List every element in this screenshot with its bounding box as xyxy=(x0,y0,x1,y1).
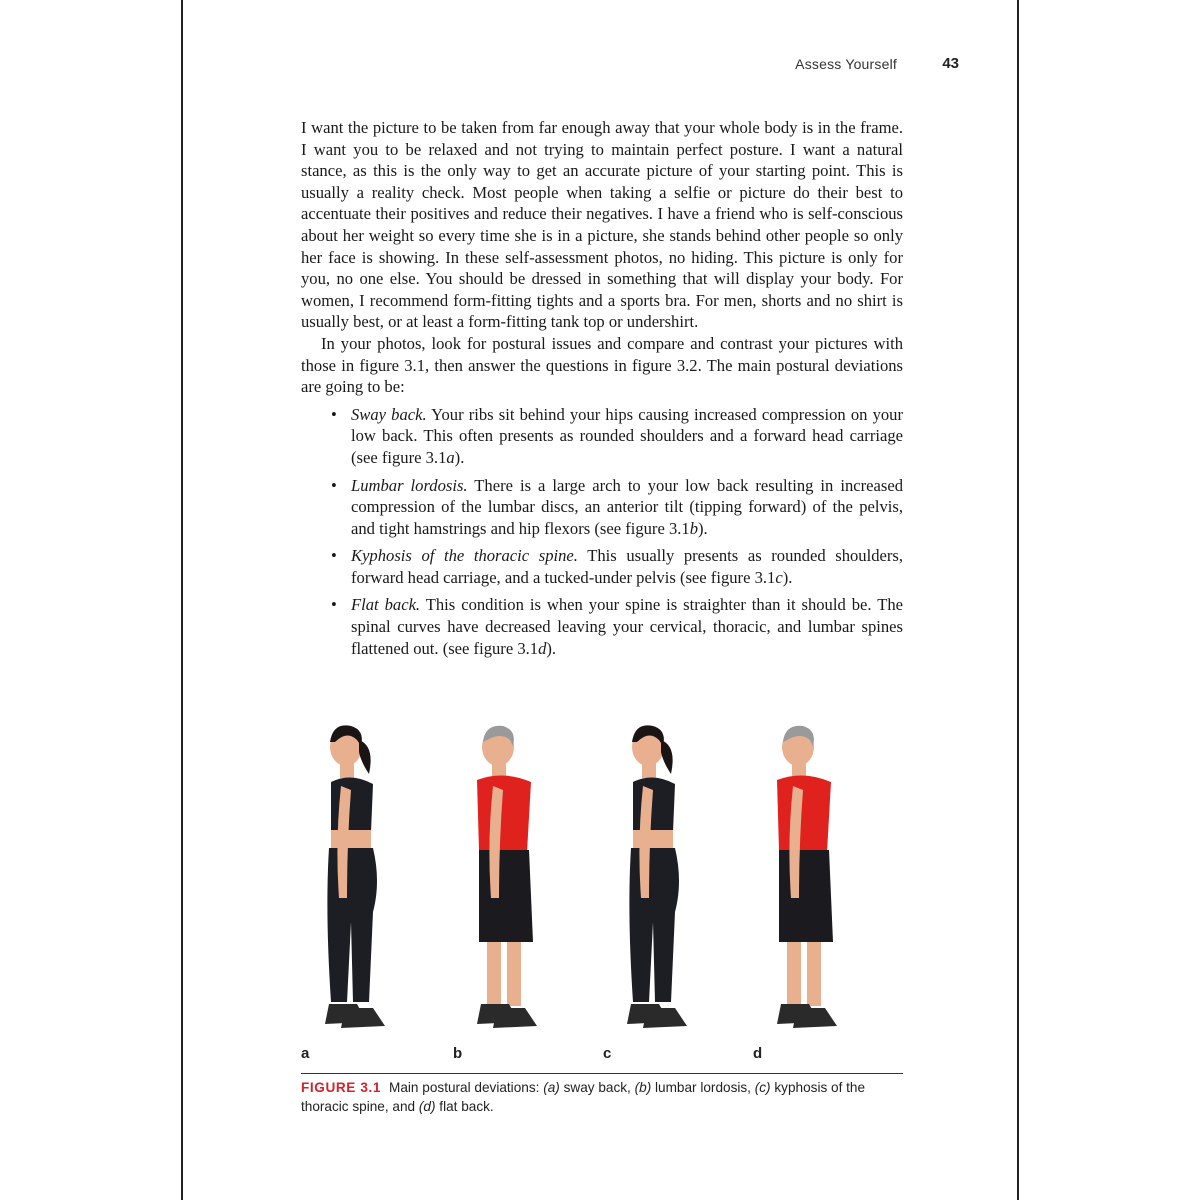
bullet-term: Flat back. xyxy=(351,595,421,615)
person-photo xyxy=(753,712,893,1052)
shoe xyxy=(643,1008,687,1028)
figure-panel-c xyxy=(603,712,743,1062)
caption-fragment: (d) xyxy=(418,1099,436,1114)
leg xyxy=(507,942,521,1006)
ponytail xyxy=(359,740,371,774)
bullet-end: ). xyxy=(698,518,708,538)
bullet-end: ). xyxy=(546,638,557,658)
caption-fragment: (b) xyxy=(634,1080,652,1095)
postural-deviation-list xyxy=(301,404,903,660)
bullet-text: This usually presents as rounded shoulders, forward head carriage, and a tucked-under pelvis (see figure 3.1 xyxy=(351,546,903,587)
figure-3-1 xyxy=(301,712,903,1072)
figure-label: FIGURE 3.1 xyxy=(301,1080,382,1095)
person-photo xyxy=(453,712,593,1052)
caption-fragment: Main postural deviations: xyxy=(389,1080,544,1095)
bullet-text: There is a large arch to your low back resulting in increased compression of the lumbar discs, an anterior tilt (tipping forward) of the pelvis, and tight hamstrings and hip flexors (see figure 3.1 xyxy=(351,475,903,538)
bullet-item xyxy=(331,545,903,588)
bullet-item xyxy=(331,404,903,469)
bullet-figure-ref: c xyxy=(775,567,783,587)
bullet-dot: • xyxy=(331,475,337,495)
body-text xyxy=(301,117,903,665)
shoe xyxy=(793,1008,837,1028)
caption-fragment: (a) xyxy=(543,1080,560,1095)
shoe xyxy=(341,1008,385,1028)
page-number: 43 xyxy=(942,55,959,72)
running-head xyxy=(183,54,1017,74)
panel-letter: b xyxy=(453,1045,463,1062)
figure-caption xyxy=(301,1078,903,1116)
figure-panel-d xyxy=(753,712,893,1062)
panel-letter: d xyxy=(753,1045,763,1062)
person-photo xyxy=(301,712,441,1052)
figure-panel-a xyxy=(301,712,441,1062)
shorts xyxy=(479,850,533,942)
tights xyxy=(327,848,377,1002)
paragraph-1: I want the picture to be taken from far enough away that your whole body is in the frame. I want you to be relaxed and not trying to maintain perfect posture. I want a natural stance, as this is the only way to get an accurate picture of your starting point. This is usually a reality check. Most people when taking a selfie or picture do their best to accentuate their positives and reduce their negatives. I have a friend who is self-conscious about her weight so every time she is in a picture, she stands behind other people so only her face is showing. In these self-assessment photos, no hiding. This picture is only for you, no one else. You should be dressed in something that will display your body. For women, I recommend form-fitting tights and a sports bra. For men, shorts and no shirt is usually best, or at least a form-fitting tank top or undershirt. xyxy=(301,118,903,332)
figure-rule xyxy=(301,1073,903,1074)
bullet-end: ). xyxy=(454,447,465,467)
caption-fragment: flat back. xyxy=(435,1099,494,1114)
book-page xyxy=(181,0,1019,1200)
bullet-item xyxy=(331,475,903,540)
sports-top xyxy=(331,777,373,834)
paragraph-2: In your photos, look for postural issues and compare and contrast your pictures with those in figure 3.1, then answer the questions in figure 3.2. The main postural deviations are going to be: xyxy=(301,333,903,397)
bullet-dot: • xyxy=(331,546,337,566)
bullet-term: Sway back. xyxy=(351,404,427,424)
caption-fragment: sway back, xyxy=(559,1080,635,1095)
bullet-end: ). xyxy=(782,567,793,587)
panel-letter: a xyxy=(301,1045,310,1062)
caption-text xyxy=(301,1080,865,1114)
bullet-text: This condition is when your spine is straighter than it should be. The spinal curves have decreased leaving your cervical, thoracic, and lumbar spines flattened out. (see figure 3.1 xyxy=(351,595,903,658)
person-photo xyxy=(603,712,743,1052)
panel-letter: c xyxy=(603,1045,612,1062)
shoe xyxy=(493,1008,537,1028)
figure-panel-b xyxy=(453,712,593,1062)
sports-top xyxy=(633,777,675,834)
ponytail xyxy=(661,740,673,774)
bullet-figure-ref: a xyxy=(446,447,455,467)
leg xyxy=(487,942,501,1006)
section-title: Assess Yourself xyxy=(795,56,897,72)
bullet-dot: • xyxy=(331,595,337,615)
shirt xyxy=(777,775,831,854)
neck xyxy=(642,762,656,778)
bullet-dot: • xyxy=(331,404,337,424)
shirt xyxy=(477,775,531,854)
neck xyxy=(340,762,354,778)
midriff xyxy=(331,830,371,850)
shorts xyxy=(779,850,833,942)
caption-fragment: lumbar lordosis, xyxy=(651,1080,755,1095)
bullet-text: Your ribs sit behind your hips causing increased compression on your low back. This often presents as rounded shoulders and a forward head carriage (see figure 3.1 xyxy=(351,404,903,467)
bullet-figure-ref: b xyxy=(689,518,699,538)
bullet-term: Lumbar lordosis. xyxy=(351,475,468,495)
tights xyxy=(629,848,679,1002)
bullet-figure-ref: d xyxy=(538,638,547,658)
bullet-term: Kyphosis of the thoracic spine. xyxy=(351,546,578,566)
caption-fragment: kyphosis of the thoracic spine, and xyxy=(301,1080,866,1114)
bullet-item xyxy=(331,594,903,659)
caption-fragment: (c) xyxy=(754,1080,771,1095)
leg xyxy=(787,942,801,1006)
midriff xyxy=(633,830,673,850)
leg xyxy=(807,942,821,1006)
